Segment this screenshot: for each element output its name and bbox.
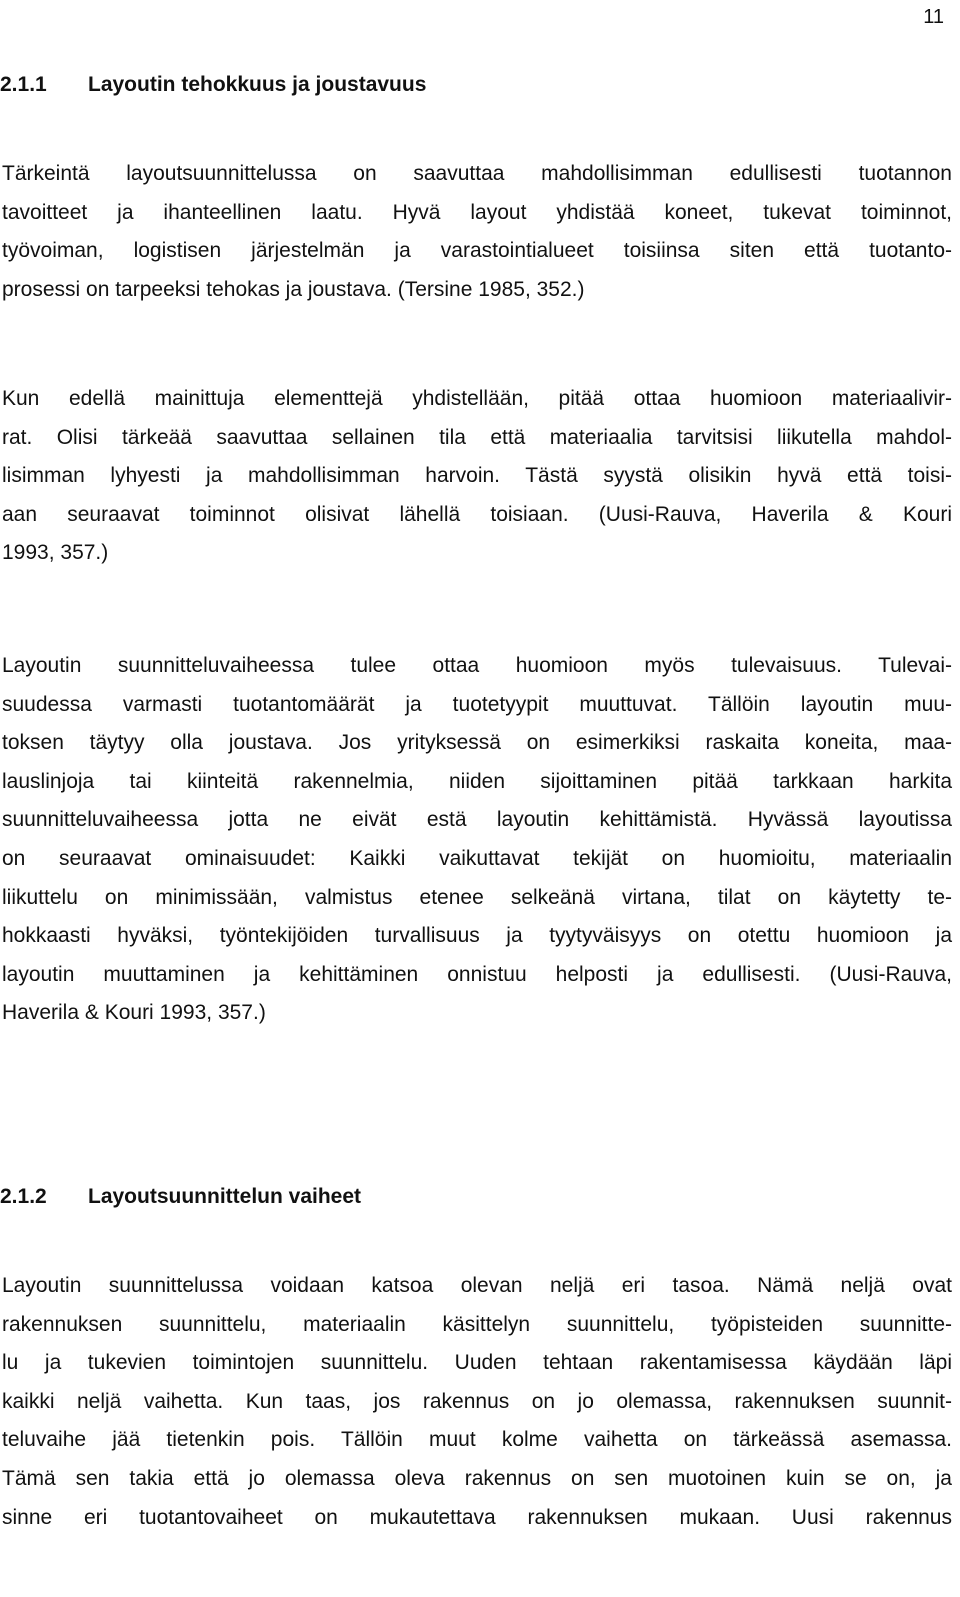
text-line: on seuraavat ominaisuudet: Kaikki vaikuttavat tekijät on huomioitu, materiaalin [2,846,952,870]
paragraph-2 [2,380,952,573]
section-title: Layoutsuunnittelun vaiheet [88,1185,362,1208]
text-line: toksen täytyy olla joustava. Jos yrityksessä on esimerkiksi raskaita koneita, maa- [2,731,952,755]
text-line: Layoutin suunnittelussa voidaan katsoa olevan neljä eri tasoa. Nämä neljä ovat [2,1274,952,1297]
text-line: rakennuksen suunnittelu, materiaalin käsittelyn suunnittelu, työpisteiden suunnitte- [2,1312,952,1336]
text-line: hokkaasti hyväksi, työntekijöiden turvallisuus ja tyytyväisyys on otettu huomioon ja [2,924,952,948]
text-line: suunnitteluvaiheessa jotta ne eivät estä layoutin kehittämistä. Hyvässä layoutissa [2,808,952,832]
text-line: Kun edellä mainittuja elementtejä yhdistellään, pitää ottaa huomioon materiaalivir- [2,387,952,410]
text-line: suudessa varmasti tuotantomäärät ja tuotetyypit muuttuvat. Tällöin layoutin muu- [2,692,952,716]
text-line: prosessi on tarpeeksi tehokas ja joustava. (Tersine 1985, 352.) [2,277,585,301]
text-line: teluvaihe jää tietenkin pois. Tällöin muut kolme vaihetta on tärkeässä asemassa. [2,1428,952,1452]
text-line: kaikki neljä vaihetta. Kun taas, jos rakennus on jo olemassa, rakennuksen suunnit- [2,1389,952,1413]
text-line: aan seuraavat toiminnot olisivat lähellä toisiaan. (Uusi-Rauva, Haverila & Kouri [2,502,952,526]
section-number: 2.1.1 [0,73,47,96]
text-line: sinne eri tuotantovaiheet on mukautettava rakennuksen mukaan. Uusi rakennus [2,1505,952,1529]
text-line: Haverila & Kouri 1993, 357.) [2,1001,266,1025]
text-line: lu ja tukevien toimintojen suunnittelu. Uuden tehtaan rakentamisessa käydään läpi [2,1351,952,1375]
section-title: Layoutin tehokkuus ja joustavuus [88,73,427,96]
text-line: 1993, 357.) [2,541,109,565]
text-line: Tärkeintä layoutsuunnittelussa on saavuttaa mahdollisimman edullisesti tuotannon [2,162,952,185]
text-line: layoutin muuttaminen ja kehittäminen onnistuu helposti ja edullisesti. (Uusi-Rauva, [2,962,952,986]
text-line: tavoitteet ja ihanteellinen laatu. Hyvä layout yhdistää koneet, tukevat toiminnot, [2,200,952,224]
text-line: Layoutin suunnitteluvaiheessa tulee ottaa huomioon myös tulevaisuus. Tulevai- [2,654,952,677]
paragraph-4 [2,1267,952,1537]
text-line: lisimman lyhyesti ja mahdollisimman harvoin. Tästä syystä olisikin hyvä että toisi- [2,464,952,488]
text-line: työvoiman, logistisen järjestelmän ja varastointialueet toisiinsa siten että tuotanto- [2,239,952,263]
page-number: 11 [923,6,944,28]
section-number: 2.1.2 [0,1185,47,1208]
section-heading-2-1-2 [0,1185,361,1209]
paragraph-3 [2,647,952,1033]
text-line: lauslinjoja tai kiinteitä rakennelmia, niiden sijoittaminen pitää tarkkaan harkita [2,769,952,793]
section-heading-2-1-1 [0,73,426,97]
text-line: Tämä sen takia että jo olemassa oleva rakennus on sen muotoinen kuin se on, ja [2,1466,952,1490]
text-line: rat. Olisi tärkeää saavuttaa sellainen tila että materiaalia tarvitsisi liikutella mahdol- [2,425,952,449]
paragraph-1 [2,155,952,309]
text-line: liikuttelu on minimissään, valmistus etenee selkeänä virtana, tilat on käytetty te- [2,885,952,909]
